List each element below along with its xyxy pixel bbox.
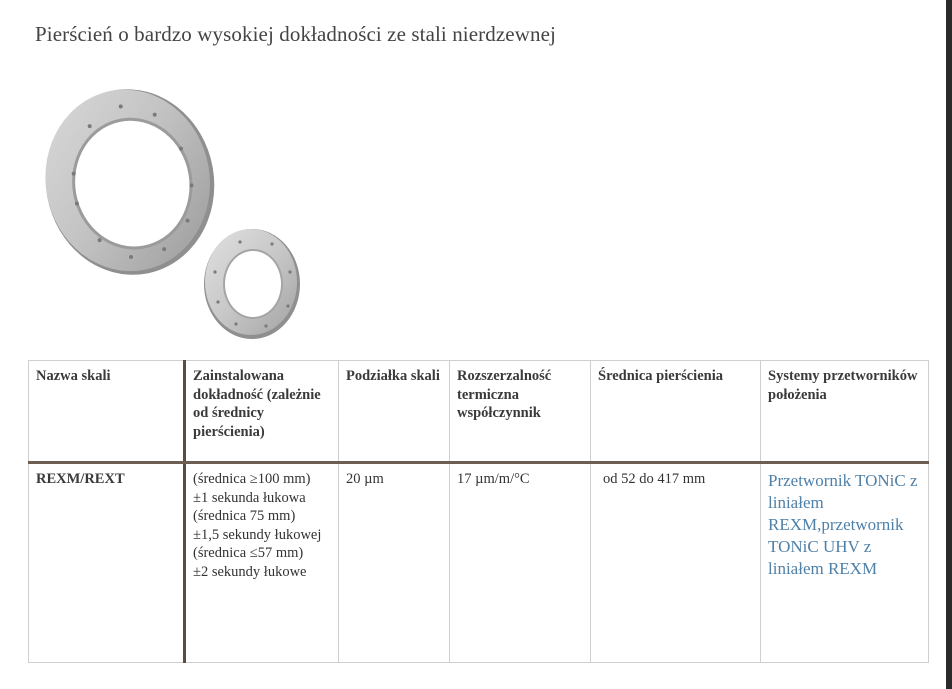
cell-accuracy xyxy=(185,463,339,663)
accuracy-line: (średnica ≥100 mm) xyxy=(193,471,311,487)
accuracy-line: ±1,5 sekundy łukowej xyxy=(193,526,322,543)
header-thermal-expansion: Rozszerzalność termiczna współczynnik xyxy=(450,361,591,463)
cell-ring-diameter: od 52 do 417 mm xyxy=(591,463,761,663)
header-ring-diameter: Średnica pierścienia xyxy=(591,361,761,463)
header-scale-pitch: Podziałka skali xyxy=(339,361,450,463)
product-image-rings xyxy=(40,84,300,346)
table-header-row xyxy=(29,361,929,463)
large-ring xyxy=(40,84,229,288)
cell-thermal-expansion: 17 µm/m/°C xyxy=(450,463,591,663)
specification-table xyxy=(28,360,929,663)
cell-readhead-systems-link[interactable]: Przetwornik TONiC z liniałem REXM,przetwornik TONiC UHV z liniałem REXM xyxy=(761,463,929,663)
accuracy-line: (średnica 75 mm) xyxy=(193,508,296,524)
cell-scale-name: REXM/REXT xyxy=(29,463,185,663)
header-accuracy: Zainstalowana dokładność (zależnie od średnicy pierścienia) xyxy=(185,361,339,463)
header-scale-name: Nazwa skali xyxy=(29,361,185,463)
accuracy-line: ±1 sekunda łukowa xyxy=(193,489,306,506)
table-row xyxy=(29,463,929,663)
accuracy-line: (średnica ≤57 mm) xyxy=(193,545,304,561)
window-edge xyxy=(946,0,952,689)
cell-scale-pitch: 20 µm xyxy=(339,463,450,663)
accuracy-line: ±2 sekundy łukowe xyxy=(193,563,307,580)
page-title: Pierścień o bardzo wysokiej dokładności ze stali nierdzewnej xyxy=(35,22,556,46)
small-ring xyxy=(204,229,300,339)
header-readhead-systems: Systemy przetworników położenia xyxy=(761,361,929,463)
